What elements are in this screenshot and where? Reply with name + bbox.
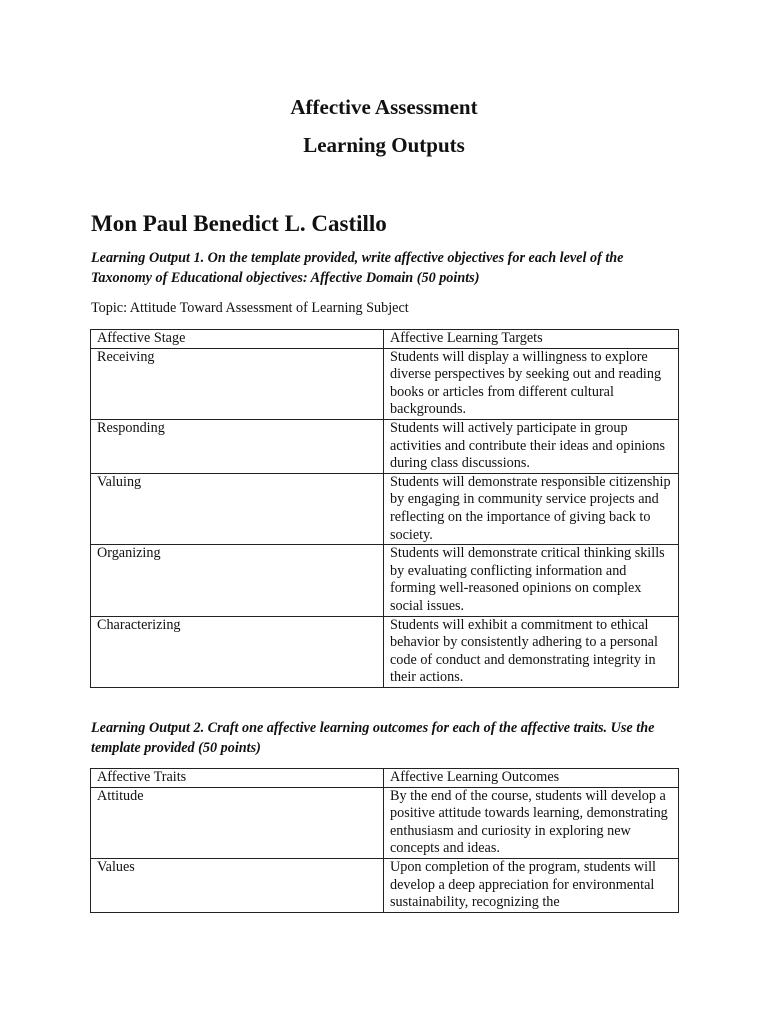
stage-cell: Responding bbox=[91, 419, 384, 473]
column-header-outcomes: Affective Learning Outcomes bbox=[384, 769, 679, 788]
outcome-cell: By the end of the course, students will develop a positive attitude towards learning, demonstrating enthusiasm and curiosity in exploring new concepts and ideas. bbox=[384, 787, 679, 858]
table-row bbox=[91, 616, 679, 687]
trait-cell: Attitude bbox=[91, 787, 384, 858]
stage-cell: Receiving bbox=[91, 348, 384, 419]
column-header-targets: Affective Learning Targets bbox=[384, 330, 679, 349]
stage-cell: Valuing bbox=[91, 473, 384, 544]
table-row bbox=[91, 419, 679, 473]
topic-line: Topic: Attitude Toward Assessment of Learning Subject bbox=[91, 300, 409, 316]
document-subtitle: Learning Outputs bbox=[303, 133, 465, 157]
affective-traits-table bbox=[90, 768, 679, 913]
outcome-cell: Upon completion of the program, students will develop a deep appreciation for environmental sustainability, recognizing the bbox=[384, 858, 679, 912]
document-title: Affective Assessment bbox=[290, 95, 478, 119]
target-cell: Students will actively participate in group activities and contribute their ideas and opinions during class discussions. bbox=[384, 419, 679, 473]
stage-cell: Characterizing bbox=[91, 616, 384, 687]
table-row bbox=[91, 348, 679, 419]
affective-stages-table bbox=[90, 329, 679, 688]
target-cell: Students will display a willingness to explore diverse perspectives by seeking out and reading books or articles from different cultural backgrounds. bbox=[384, 348, 679, 419]
column-header-stage: Affective Stage bbox=[91, 330, 384, 349]
table-row bbox=[91, 473, 679, 544]
target-cell: Students will demonstrate responsible citizenship by engaging in community service projects and reflecting on the importance of giving back to society. bbox=[384, 473, 679, 544]
target-cell: Students will exhibit a commitment to ethical behavior by consistently adhering to a personal code of conduct and demonstrating integrity in their actions. bbox=[384, 616, 679, 687]
trait-cell: Values bbox=[91, 858, 384, 912]
stage-cell: Organizing bbox=[91, 545, 384, 616]
column-header-traits: Affective Traits bbox=[91, 769, 384, 788]
learning-output-1-instruction: Learning Output 1. On the template provided, write affective objectives for each level of the Taxonomy of Educational objectives: Affective Domain (50 points) bbox=[91, 250, 624, 286]
target-cell: Students will demonstrate critical thinking skills by evaluating conflicting information and forming well-reasoned opinions on complex social issues. bbox=[384, 545, 679, 616]
author-name: Mon Paul Benedict L. Castillo bbox=[91, 211, 387, 236]
table-row bbox=[91, 545, 679, 616]
learning-output-2-instruction: Learning Output 2. Craft one affective learning outcomes for each of the affective traits. Use the template provided (50 points) bbox=[91, 720, 655, 756]
table-row bbox=[91, 787, 679, 858]
table-row bbox=[91, 858, 679, 912]
table-header-row bbox=[91, 330, 679, 349]
table-header-row bbox=[91, 769, 679, 788]
